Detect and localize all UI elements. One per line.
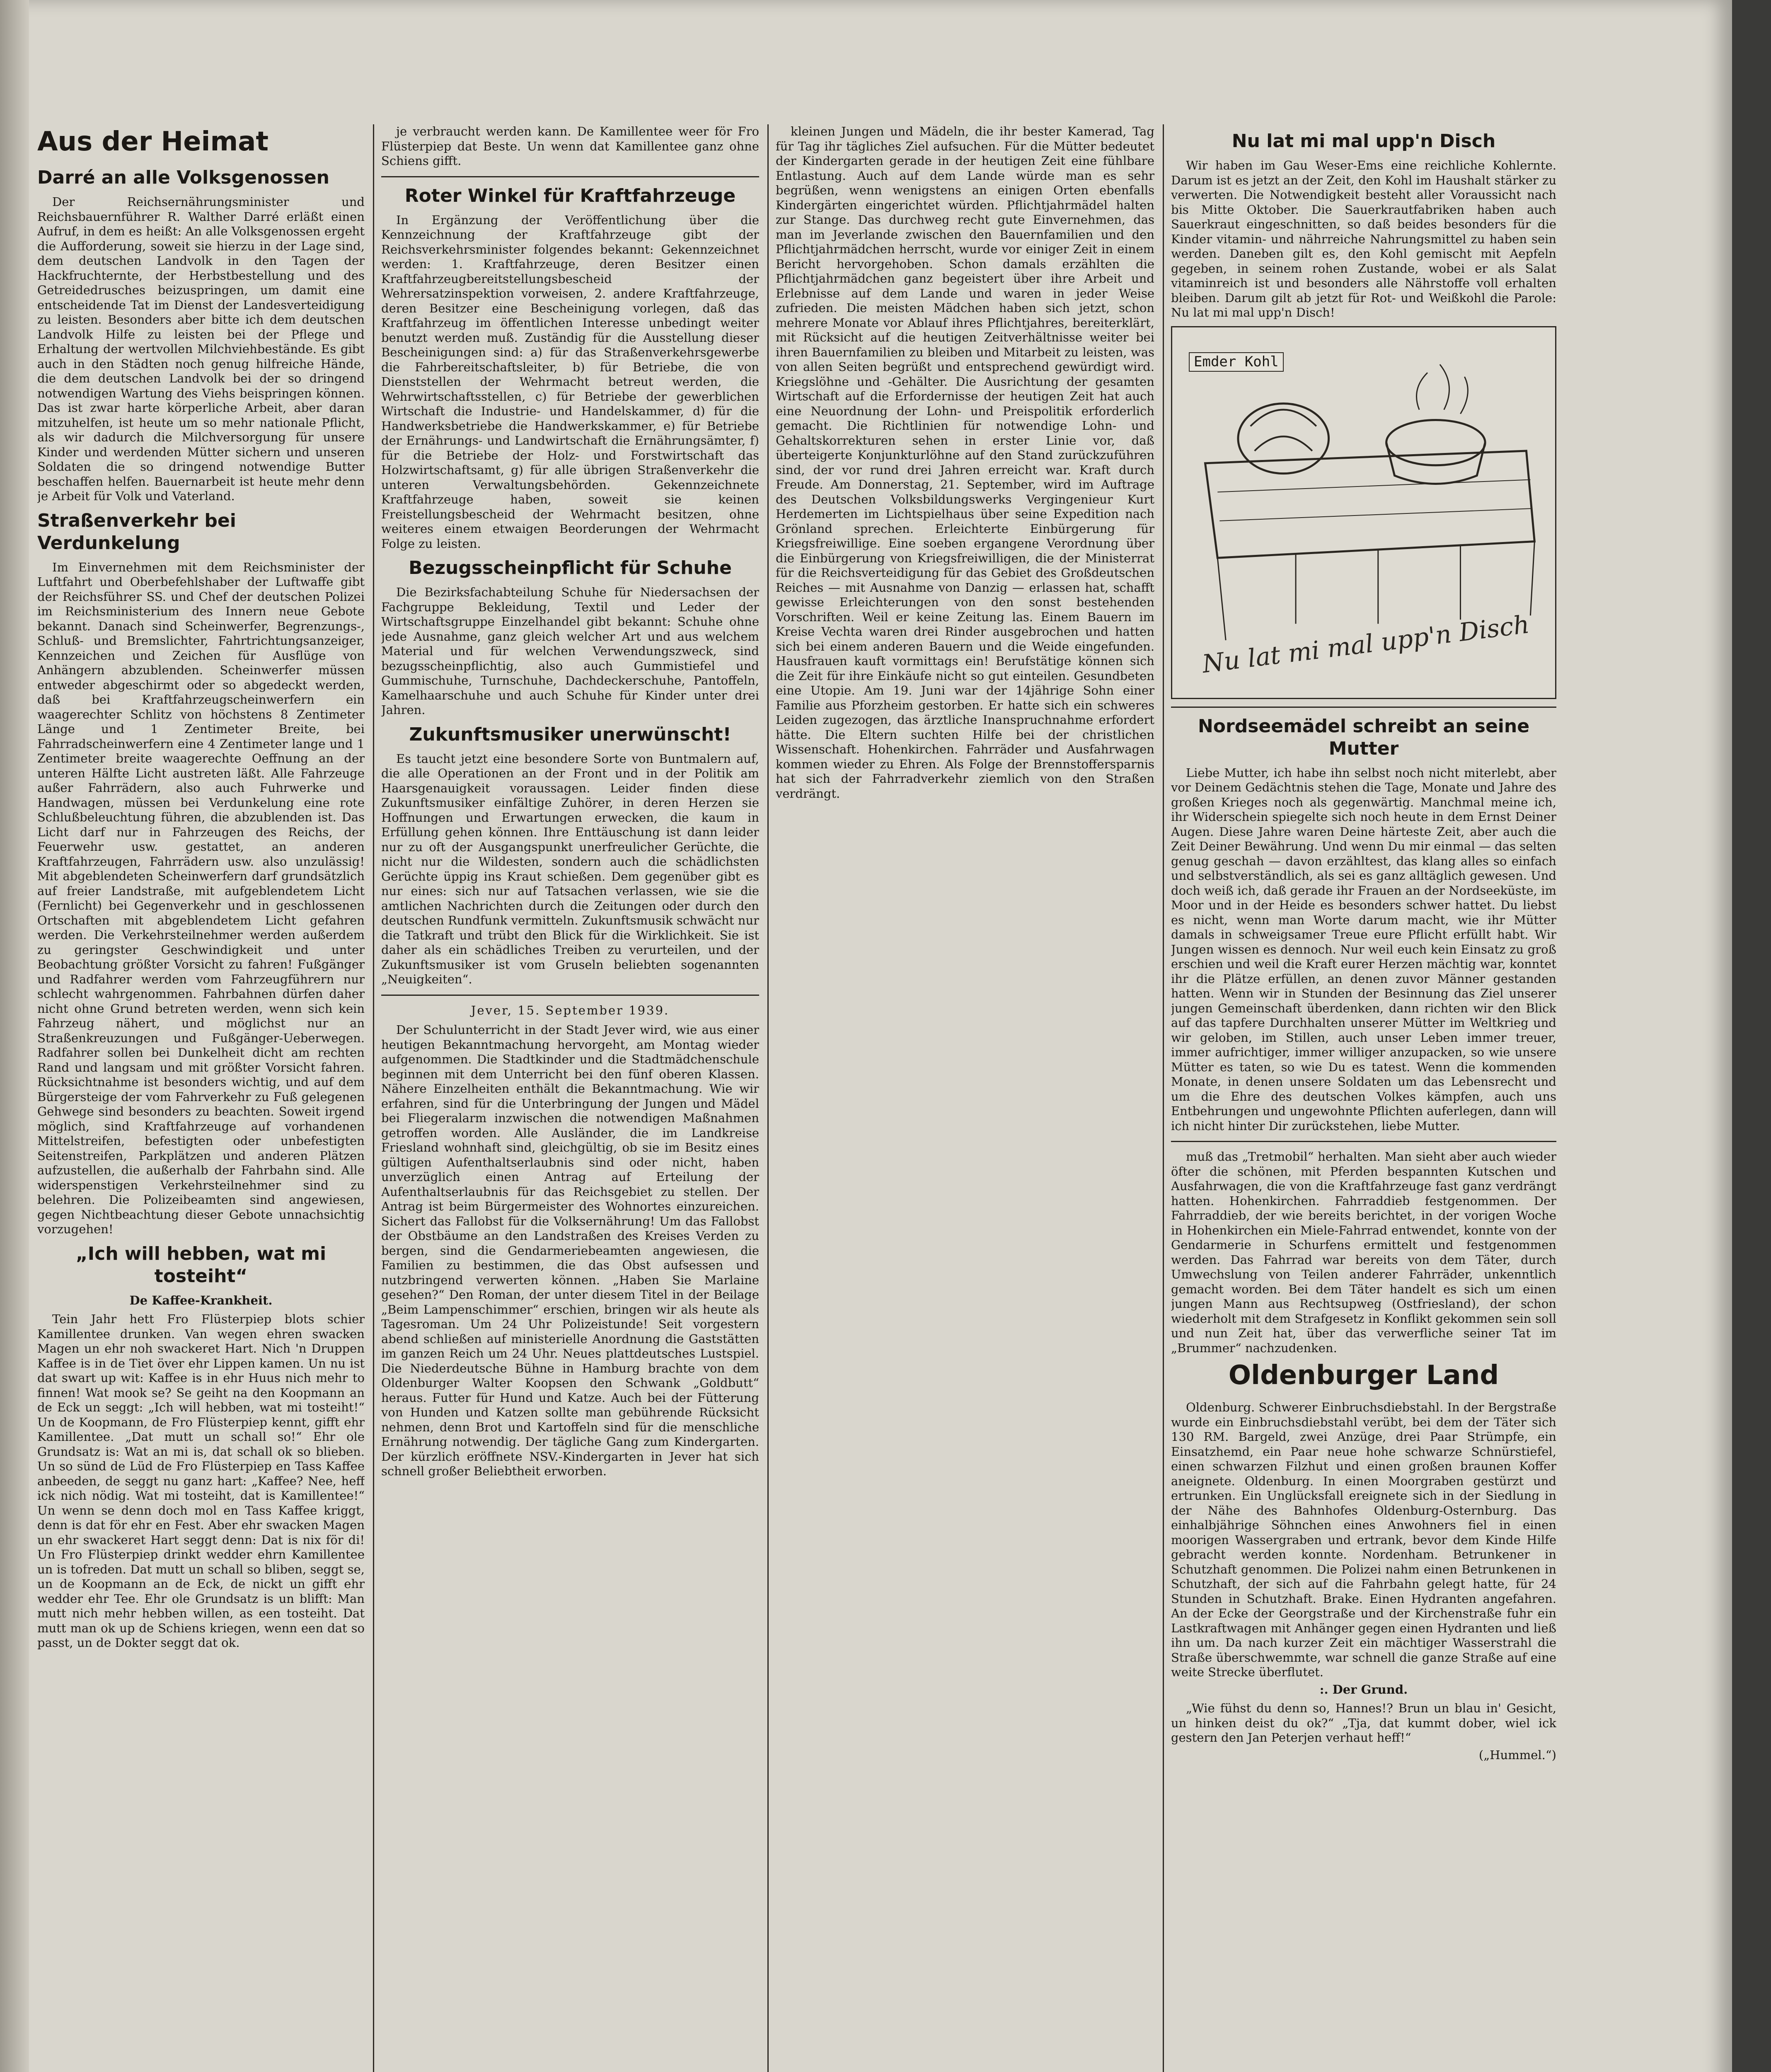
article-title-zukunftsmusiker: Zukunftsmusiker unerwünscht! <box>409 724 731 745</box>
local-news-continuation: kleinen Jungen und Mädeln, die ihr bester Kamerad, Tag für Tag ihr tägliches Ziel aufsuchen. Für die Mütter bedeutet der Kindergarten gerade in der heutigen Zeit eine fühlbare Entlastung. Auch auf dem Lande würde man es sehr begrüßen, wenn wenigstens an einigen Orten ebenfalls Kindergärten eingerichtet würden. Pflichtjahrmädel halten zur Stange. Das durchweg recht gute Einvernehmen, das man im Jeverlande zwischen den Bauernfamilien und den Pflichtjahrmädchen herrscht, wurde vor einiger Zeit in einem Bericht hervorgehoben. Schon damals erzählten die Pflichtjahrmädchen ganz begeistert über ihre Arbeit und Erlebnisse auf dem Lande und waren in jeder Weise zufrieden. Die meisten Mädchen haben sich jetzt, schon mehrere Monate vor Ablauf ihres Pflichtjahres, bereiterklärt, mit Rücksicht auf die heutigen Zeitverhältnisse weiter bei ihren Bauernfamilien zu bleiben und Mitarbeit zu leisten, was von allen Seiten begrüßt und entsprechend gewürdigt wird. Kriegslöhne und -Gehälter. Die Ausrichtung der gesamten Wirtschaft auf die Erfordernisse der heutigen Zeit hat auch eine Neuordnung der Lohn- und Preispolitik erforderlich gemacht. Die Richtlinien für notwendige Lohn- und Gehaltskorrekturen sehen in erster Linie vor, daß überteigerte Konjunkturlöhne auf den Stand zurückzuführen sind, der vor rund drei Jahren erreicht war. Kraft durch Freude. Am Donnerstag, 21. September, wird im Auftrage des Deutschen Volksbildungswerks Vergingenieur Kurt Herdemerten im Lichtspielhaus über seine Expedition nach Grönland sprechen. Erleichterte Einbürgerung für Kriegsfreiwillige. Eine soeben ergangene Verordnung über die Einbürgerung von Kriegsfreiwilligen, die der Ministerrat für die Reichsverteidigung für das Gebiet des Großdeutschen Reiches — mit Ausnahme von Danzig — erlassen hat, schafft gewisse Erleichterungen von den sonst bestehenden Vorschriften. Weil er keine Zeitung las. Einem Bauern im Kreise Vechta waren drei Rinder ausgebrochen und hatten sich bei einem anderen Bauern und die Weide eingefunden. Hausfrauen kauft vormittags ein! Berufstätige können sich die Zeit für ihre Einkäufe nicht so gut einteilen. Gesundbeten eine Utopie. Am 19. Juni war der 14jährige Sohn einer Familie aus Pforzheim gestorben. Er hatte sich ein schweres Leiden zugezogen, das ärztliche Inanspruchnahme erfordert hätte. Die Eltern suchten Hilfe bei der christlichen Wissenschaft. Hohenkirchen. Fahrräder und Ausfahrwagen kommen wieder zu Ehren. Als Folge der Brennstoffersparnis hat sich der Fahrradverkehr ziemlich von den Straßen verdrängt. <box>776 124 1154 801</box>
column-divider <box>1163 124 1164 2072</box>
article-body-darre: Der Reichsernährungsminister und Reichsbauernführer R. Walther Darré erläßt einen Aufruf, in dem es heißt: An alle Volksgenossen ergeht die Aufforderung, soweit sie hierzu in der Lage sind, dem deutschen Landvolk in den Tagen der Hackfruchternte, der Herbstbestellung und des Getreidedrusches beizuspringen, um damit eine entscheidende Tat im Dienst der Landesverteidigung zu leisten. Besonders aber bitte ich dem deutschen Landvolk Hilfe zu leisten bei der Pflege und Erhaltung der wertvollen Milchviehbestände. Es gibt auch in den Städten noch genug hilfreiche Hände, die dem deutschen Landvolk bei der so dringend notwendigen Wartung des Viehs beispringen können. Das ist zwar harte körperliche Arbeit, aber daran mitzuhelfen, ist heute um so mehr nationale Pflicht, als wir dadurch die Milchversorgung für unsere Kinder und werdenden Mütter sichern und unseren Soldaten die so dringend notwendige Butter beschaffen helfen. Bauernarbeit ist heute mehr denn je Arbeit für Volk und Vaterland. <box>37 195 365 503</box>
article-body-kohl: Wir haben im Gau Weser-Ems eine reichliche Kohlernte. Darum ist es jetzt an der Zeit, den Kohl im Haushalt stärker zu verwerten. Die Notwendigkeit besteht aller Voraussicht nach bis Mitte Oktober. Die Sauerkrautfabriken haben auch Sauerkraut eingeschnitten, so daß beides besonders für die Kinder vitamin- und nährreiche Nahrungsmittel zu haben sein werden. Daneben gilt es, den Kohl gemischt mit Aepfeln gegeben, in seinem rohen Zustande, wobei er als Salat vitaminreich ist und besonders alle Nährstoffe voll erhalten bleiben. Darum gilt ab jetzt für Rot- und Weißkohl die Parole: Nu lat mi mal upp'n Disch! <box>1171 158 1556 320</box>
article-source-grund: („Hummel.“) <box>1478 1748 1556 1762</box>
article-body-zukunftsmusiker: Es taucht jetzt eine besondere Sorte von Buntmalern auf, die alle Operationen an der Front und in der Politik am Haarsgenauigkeit voraussagen. Leider finden diese Zukunftsmusiker einfältige Zuhörer, in deren Herzen sie Hoffnungen und Erwartungen erwecken, die kaum in Erfüllung gehen können. Ihre Enttäuschung ist dann leider nur zu oft der Ausgangspunkt unerfreulicher Gerüchte, die nicht nur die Wildesten, sondern auch die schädlichsten Gerüchte üppig ins Kraut schießen. Dem gegenüber gibt es nur eines: sich nur auf Tatsachen verlassen, wie sie die amtlichen Nachrichten durch die Zeitungen oder durch den deutschen Rundfunk vermitteln. Zukunftsmusik schwächt nur die Tatkraft und trübt den Blick für die Wirklichkeit. Sie ist daher als ein schädliches Treiben zu verurteilen, und der Zukunftsmusiker ist vom Gruseln beliebten sogenannten „Neuigkeiten“. <box>381 751 759 986</box>
article-title-roter-winkel: Roter Winkel für Kraftfahrzeuge <box>404 185 736 206</box>
article-title-nordseemaedel: Nordseemädel schreibt an seine Mutter <box>1198 715 1530 759</box>
column-divider <box>373 124 374 2072</box>
divider-rule <box>1171 1141 1556 1142</box>
illustration-cabbage-table <box>1171 326 1556 699</box>
article-body-strassenverkehr: Im Einvernehmen mit dem Reichsminister der Luftfahrt und Oberbefehlshaber der Luftwaffe gibt der Reichsführer SS. und Chef der deutschen Polizei im Reichsministerium des Innern neue Gebote bekannt. Danach sind Scheinwerfer, Begrenzungs-, Schluß- und Bremslichter, Fahrtrichtungsanzeiger, Kennzeichen und Zeichen für Ausflüge von Anhängern abzublenden. Scheinwerfer müssen entweder abgeschirmt oder so abgedeckt werden, daß bei Kraftfahrzeugscheinwerfern ein waagerechter Schlitz von höchstens 8 Zentimeter Länge und 1 Zentimeter Breite, bei Fahrradscheinwerfern eine 4 Zentimeter lange und 1 Zentimeter breite waagerechte Oeffnung an der unteren Hälfte Licht austreten läßt. Alle Fahrzeuge außer Fahrrädern, also auch Fuhrwerke und Handwagen, müssen bei Verdunkelung eine rote Schlußbeleuchtung führen, die abzublenden ist. Das Licht darf nur in Fahrzeugen des Reichs, der Feuerwehr usw. gestattet, an anderen Kraftfahrzeugen, Fahrrädern usw. also unzulässig! Mit abgeblendeten Scheinwerfern darf grundsätzlich auf freier Landstraße, mit aufgeblendetem Licht (Fernlicht) bei Gegenverkehr und in geschlossenen Ortschaften mit abgeblendetem Licht gefahren werden. Die Verkehrsteilnehmer werden außerdem zu geringster Geschwindigkeit und unter Beobachtung größter Vorsicht zu fahren! Fußgänger und Radfahrer werden vom Fahrzeugführern nur schlecht wahrgenommen. Fahrbahnen dürfen daher nicht ohne Grund betreten werden, wenn sich kein Fahrzeug nähert, und möglichst nur an Straßenkreuzungen und Fußgänger-Ueberwegen. Radfahrer sollen bei Dunkelheit dicht am rechten Rand und langsam und mit größter Vorsicht fahren. Rücksichtnahme ist besonders wichtig, und auf dem Bürgersteige der vom Fahrverkehr zu Fuß gelegenen Gehwege sind besonders zu beachten. Soweit irgend möglich, sind Kraftfahrzeuge auf vorhandenen Mittelstreifen, befestigten oder unbefestigten Seitenstreifen, Parkplätzen und anderen Plätzen aufzustellen, die außerhalb der Fahrbahn sind. Alle widerspenstigen Verkehrsteilnehmer sind zu belehren. Die Polizeibeamten sind angewiesen, gegen Nichtbeachtung dieser Gebote unnachsichtig vorzugehen! <box>37 560 365 1236</box>
article-title-strassenverkehr: Straßenverkehr bei Verdunkelung <box>37 510 236 554</box>
section-title-oldenburger-land: Oldenburger Land <box>1228 1360 1499 1391</box>
column-divider <box>767 124 769 2072</box>
article-title-darre: Darré an alle Volksgenossen <box>37 167 329 188</box>
illustration-label: Emder Kohl <box>1189 352 1284 372</box>
divider-rule <box>381 995 759 996</box>
article-body-roter-winkel: In Ergänzung der Veröffentlichung über die Kennzeichnung der Kraftfahrzeuge gibt der Reichsverkehrsminister folgendes bekannt: Gekennzeichnet werden: 1. Kraftfahrzeuge, deren Besitzer einen Kraftfahrzeugbereitstellungsbescheid der Wehrersatzinspektion vorweisen, 2. andere Kraftfahrzeuge, deren Besitzer eine Bescheinigung vorlegen, daß das Kraftfahrzeug im öffentlichen Interesse unbedingt weiter benutzt werden muß. Zuständig für die Ausstellung dieser Bescheinigungen sind: a) für das Straßenverkehrsgewerbe die Fahrbereitschaftsleiter, b) für Betriebe, die von Dienststellen der Wehrmacht betreut werden, die Wehrwirtschaftsstellen, c) für Betriebe der gewerblichen Wirtschaft die Industrie- und Handelskammer, d) für die Handwerksbetriebe die Handwerkskammer, e) für Betriebe der Ernährungs- und Landwirtschaft die Ernährungsämter, f) für die Betriebe der Holz- und Forstwirtschaft das Holzwirtschaftsamt, g) für alle übrigen Straßenverkehr die unteren Verwaltungsbehörden. Gekennzeichnete Kraftfahrzeuge haben, soweit sie keinen Freistellungsbescheid der Wehrmacht besitzen, ohne weiteres einem etwaigen Beorderungen der Wehrmacht Folge zu leisten. <box>381 213 759 551</box>
article-body-nordseemaedel: Liebe Mutter, ich habe ihn selbst noch nicht miterlebt, aber vor Deinem Gedächtnis stehen die Tage, Monate und Jahre des großen Krieges noch als gegenwärtig. Manchmal meine ich, ihr Widerschein spiegelte sich noch heute in dem Ernst Deiner Augen. Diese Jahre waren Deine härteste Zeit, aber auch die Zeit Deiner Bewährung. Und wenn Du mir einmal — das selten genug geschah — davon erzähltest, das klang alles so einfach und selbstverständlich, als sei es ganz alltäglich gewesen. Und doch weiß ich, daß gerade ihr Frauen an der Nordseeküste, im Moor und in der Heide es besonders schwer hattet. Du liebst es nicht, wenn man Worte darum macht, wie ihr Mütter damals in schweigsamer Treue eure Pflicht erfüllt habt. Wir Jungen wissen es dennoch. Nur weil euch kein Einsatz zu groß erschien und weil die Kraft eurer Herzen mächtig war, konntet ihr die Plätze erfüllen, an denen zuvor Männer gestanden hatten. Wenn wir in Stunden der Besinnung das Ziel unserer jungen Gemeinschaft überdenken, dann richten wir den Blick auf das tapfere Durchhalten unserer Mütter im Weltkrieg und wir geloben, im Stillen, auch unser Leben immer treuer, immer aufrichtiger, immer williger anzupacken, so wie unsere Mütter es taten, so wie Du es tatest. Wenn die kommenden Monate, in denen unsere Soldaten um das Lebensrecht und um die Ehre des deutschen Volkes kämpfen, auch uns Entbehrungen und ungewohnte Pflichten auferlegen, dann will ich nicht hinter Dir zurückstehen, liebe Mutter. <box>1171 765 1556 1133</box>
article-continuation: je verbraucht werden kann. De Kamillentee weer för Fro Flüsterpiep dat Beste. Un wenn dat Kamillentee ganz ohne Schiens gifft. <box>381 124 759 168</box>
article-title-grund: :. Der Grund. <box>1319 1682 1408 1697</box>
column-1 <box>37 124 365 2072</box>
page-binding-edge <box>0 0 29 2072</box>
article-body-kaffee: Tein Jahr hett Fro Flüsterpiep blots schier Kamillentee drunken. Van wegen ehren swacken Magen un ehr noh swackeret Hart. Nich 'n Druppen Kaffee is in de Tiet över ehr Lippen kamen. Un nu ist dat swart up wit: Kaffee is in ehr Huus nich mehr to finnen! Wat mook se? Se geiht na den Koopmann an de Eck un seggt: „Ich will hebben, wat mi tosteiht!“ Un de Koopmann, de Fro Flüsterpiep kennt, gifft ehr Kamillentee. „Dat mutt un schall so!“ Ehr ole Grundsatz is: Wat an mi is, dat schall ok so blieben. Un so sünd de Lüd de Fro Flüsterpiep en Tass Kaffee anbeeden, de seggt nu ganz hart: „Kaffee? Nee, heff ick nich nödig. Wat mi tosteiht, dat is Kamillentee!“ Un wenn se denn doch mol en Tass Kaffee kriggt, denn is dat för ehr en Fest. Aber ehr swacken Magen un ehr swackeret Hart seggt denn: Dat is nix för di! Un Fro Flüsterpiep drinkt wedder ehrn Kamillentee un is tofreden. Dat mutt un schall so bliben, seggt se, un de Koopmann an de Eck, de nickt un gifft ehr wedder ehr Tee. Ehr ole Grundsatz is un blifft: Man mutt nich mehr hebben willen, as een tosteiht. Dat mutt man ok up de Schiens kriegen, wenn een dat so passt, un de Dokter seggt dat ok. <box>37 1312 365 1650</box>
local-news-body: Der Schulunterricht in der Stadt Jever wird, wie aus einer heutigen Bekanntmachung hervorgeht, am Montag wieder aufgenommen. Die Stadtkinder und die Stadtmädchenschule beginnen mit dem Unterricht bei den fünf oberen Klassen. Nähere Einzelheiten enthält die Bekanntmachung. Wie wir erfahren, sind für die Unterbringung der Jungen und Mädel bei Fliegeralarm inzwischen die notwendigen Maßnahmen getroffen worden. Alle Ausländer, die im Landkreise Friesland wohnhaft sind, gleichgültig, ob sie im Besitz eines gültigen Aufenthaltserlaubnis sind oder nicht, haben unverzüglich einen Antrag auf Erteilung der Aufenthaltserlaubnis für das Reichsgebiet zu stellen. Der Antrag ist beim Bürgermeister des Wohnortes einzureichen. Sichert das Fallobst für die Volksernährung! Um das Fallobst der Obstbäume an den Landstraßen des Kreises Verden zu bergen, sind die Gendarmeriebeamten angewiesen, die Familien zu bestimmen, die das Obst aufsessen und nutzbringend verwerten können. „Haben Sie Marlaine gesehen?“ Den Roman, der unter diesem Titel in der Beilage „Beim Lampenschimmer“ erschien, bringen wir als heute als Tagesroman. Um 24 Uhr Polizeistunde! Seit vorgestern abend schließen auf ministerielle Anordnung die Gaststätten im ganzen Reich um 24 Uhr. Neues plattdeutsches Lustspiel. Die Niederdeutsche Bühne in Hamburg brachte von dem Oldenburger Walter Koopsen den Schwank „Goldbutt“ heraus. Futter für Hund und Katze. Auch bei der Fütterung von Hunden und Katzen sollte man gebührende Rücksicht nehmen, denn Brot und Kartoffeln sind für die menschliche Ernährung notwendig. Der tägliche Gang zum Kindergarten. Der kürzlich eröffnete NSV.-Kindergarten in Jever hat sich schnell großer Beliebtheit erworben. <box>381 1023 759 1478</box>
article-body-oldenburger-land: Oldenburg. Schwerer Einbruchsdiebstahl. In der Bergstraße wurde ein Einbruchsdiebstahl verübt, bei dem der Täter sich 130 RM. Bargeld, zwei Anzüge, drei Paar Strümpfe, ein Einsatzhemd, ein Paar neue hohe schwarze Schnürstiefel, einen schwarzen Filzhut und einen großen braunen Koffer aneignete. Oldenburg. In einen Moorgraben gestürzt und ertrunken. Ein Unglücksfall ereignete sich in der Siedlung in der Nähe des Bahnhofes Oldenburg-Osternburg. Das einhalbjährige Söhnchen eines Anwohners fiel in einen moorigen Wassergraben und ertrank, bevor dem Kinde Hilfe gebracht werden konnte. Nordenham. Betrunkener in Schutzhaft genommen. Die Polizei nahm einen Betrunkenen in Schutzhaft, der sich auf die Fahrbahn gelegt hatte, für 24 Stunden in Schutzhaft. Brake. Einen Hydranten angefahren. An der Ecke der Georgstraße und der Kirchenstraße fuhr ein Lastkraftwagen mit Anhänger gegen einen Hydranten und ließ ihn um. Da nach kurzer Zeit ein mächtiger Wasserstrahl die Straße überschwemmte, war schnell die ganze Straße auf eine weite Strecke überflutet. <box>1171 1400 1556 1679</box>
illustration-caption: Nu lat mi mal upp'n Disch <box>1200 610 1531 679</box>
section-title-heimat: Aus der Heimat <box>37 126 269 157</box>
article-body-schuhe: Die Bezirksfachabteilung Schuhe für Niedersachsen der Fachgruppe Bekleidung, Textil und Leder der Wirtschaftsgruppe Einzelhandel gibt bekannt: Schuhe ohne jede Ausnahme, ganz gleich welcher Art und aus welchem Material und für welchen Verwendungszweck, sind bezugsscheinpflichtig, also auch Gummistiefel und Gummischuhe, Turnschuhe, Dachdeckerschuhe, Pantoffeln, Kamelhaarschuhe und auch Schuhe für Kinder unter drei Jahren. <box>381 585 759 717</box>
column-2 <box>381 124 759 2072</box>
article-title-schuhe: Bezugsscheinpflicht für Schuhe <box>409 557 732 579</box>
dateline: Jever, 15. September 1939. <box>471 1003 670 1017</box>
divider-rule <box>381 176 759 177</box>
column-3 <box>776 124 1154 2072</box>
article-body-tretmobil: muß das „Tretmobil“ herhalten. Man sieht aber auch wieder öfter die schönen, mit Pferden bespannten Kutschen und Ausfahrwagen, die von die Kraftfahrzeuge fast ganz verdrängt hatten. Hohenkirchen. Fahrraddieb festgenommen. Der Fahrraddieb, der wie bereits berichtet, in der vorigen Woche in Hohenkirchen ein Miele-Fahrrad entwendet, konnte von der Gendarmerie in Schurfens ermittelt und festgenommen werden. Das Fahrrad war bereits von dem Täter, durch Umwechslung von Teilen anderer Fahrräder, unkenntlich gemacht worden. Bei dem Täter handelt es sich um einen jungen Mann aus Rechtsupweg (Ostfriesland), der schon wiederholt mit dem Strafgesetz in Konflikt gekommen sein soll und nun Zeit hat, über das verwerfliche seiner Tat im „Brummer“ nachzudenken. <box>1171 1150 1556 1355</box>
article-body-grund: „Wie fühst du denn so, Hannes!? Brun un blau in' Gesicht, un hinken deist du ok?“ „Tja, dat kummt dober, wiel ick gestern den Jan Peterjen verhaut heff!“ <box>1171 1701 1556 1745</box>
column-4 <box>1171 124 1556 2072</box>
article-title-kohl: Nu lat mi mal upp'n Disch <box>1231 131 1496 152</box>
divider-rule <box>1171 707 1556 708</box>
article-title-kaffee: „Ich will hebben, wat mi tosteiht“ <box>75 1243 327 1287</box>
article-subtitle-kaffee: De Kaffee-Krankheit. <box>129 1293 273 1307</box>
